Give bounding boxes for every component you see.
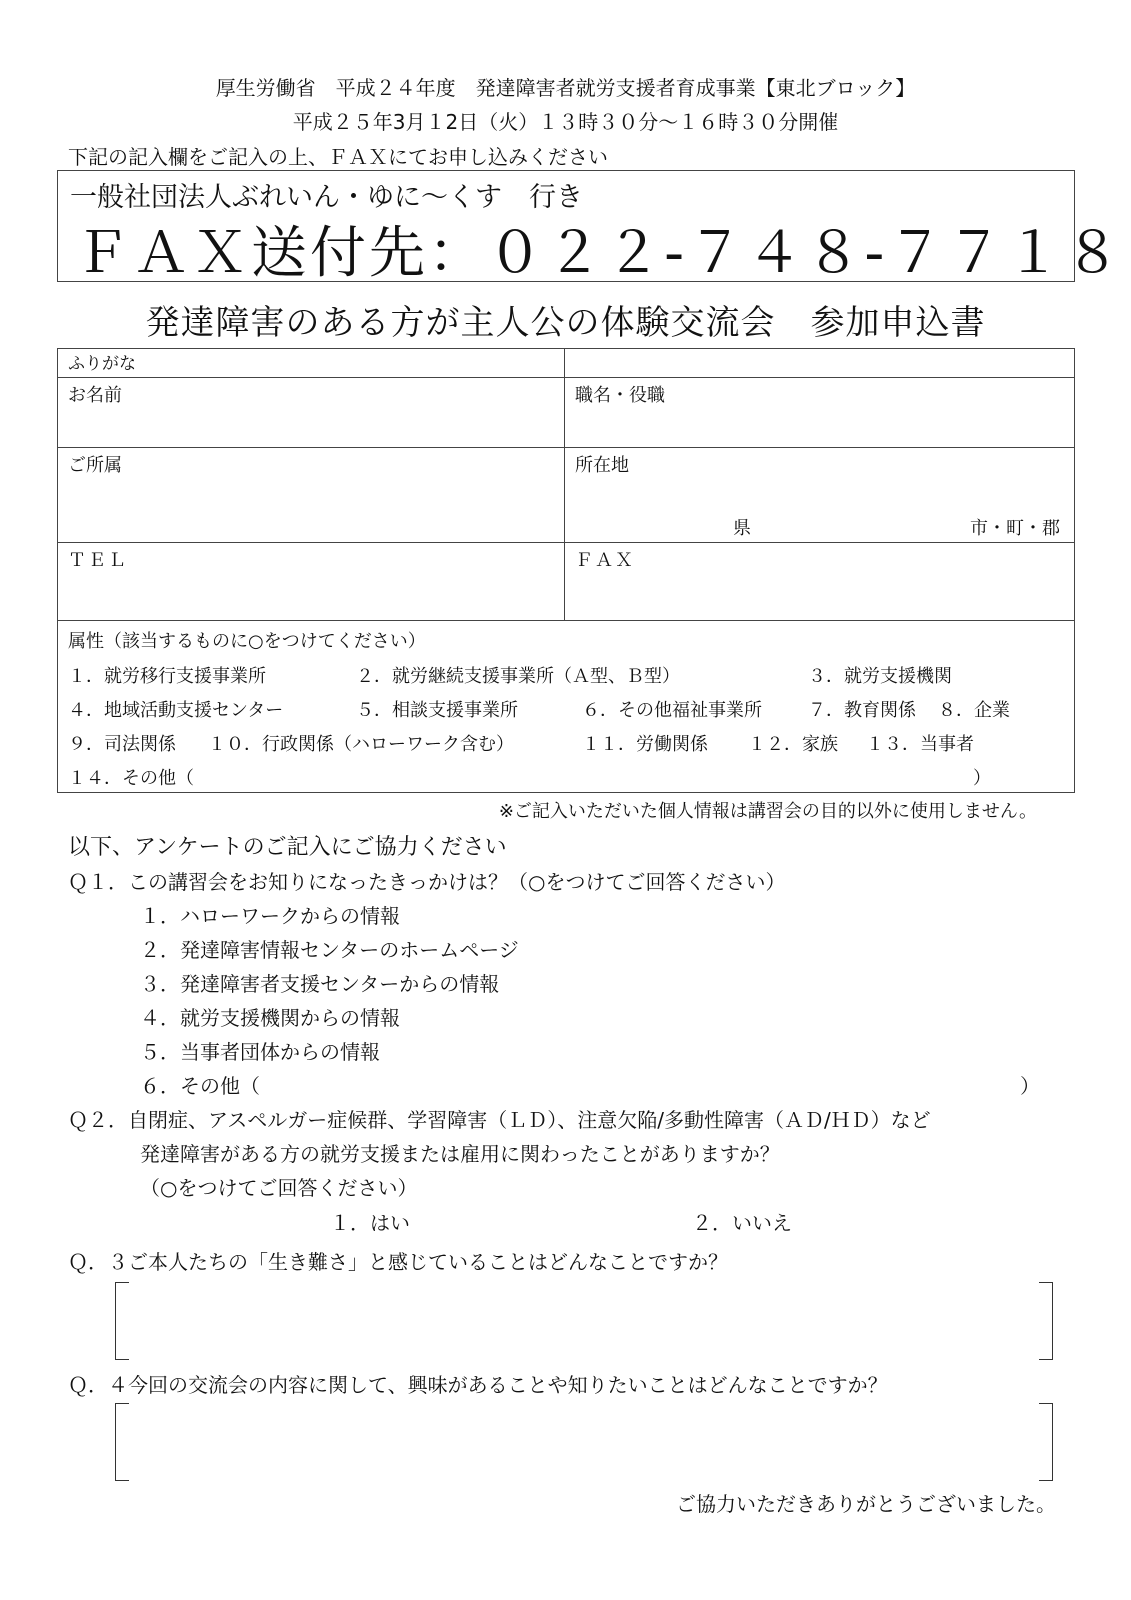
q3-answer-bracket-left [115, 1282, 129, 1360]
prefecture-label: 県 [733, 518, 751, 539]
q1-option-1[interactable]: １．ハローワークからの情報 [140, 904, 400, 928]
privacy-note: ※ご記入いただいた個人情報は講習会の目的以外に使用しません。 [498, 801, 1037, 822]
q2-option-yes[interactable]: １．はい [330, 1211, 410, 1235]
q1-option-3[interactable]: ３．発達障害者支援センターからの情報 [140, 972, 500, 996]
furigana-cell-right[interactable] [565, 349, 1075, 378]
furigana-cell[interactable] [58, 349, 565, 378]
attribute-option-14-close: ） [973, 768, 991, 789]
fax-label: ＦＡＸ [575, 550, 635, 571]
attribute-option-7[interactable]: ７．教育関係 [808, 700, 916, 721]
affiliation-label: ご所属 [68, 455, 122, 476]
q3-answer-bracket-right [1039, 1282, 1053, 1360]
tel-field[interactable] [58, 543, 565, 621]
attribute-option-8[interactable]: ８．企業 [938, 700, 1010, 721]
q1-question: Ｑ１．この講習会をお知りになったきっかけは？（○をつけてご回答ください） [68, 870, 786, 894]
instruction-text: 下記の記入欄をご記入の上、ＦＡＸにてお申し込みください [68, 145, 608, 169]
q1-option-4[interactable]: ４．就労支援機関からの情報 [140, 1006, 400, 1030]
q2-question-line2: 発達障害がある方の就労支援または雇用に関わったことがありますか？ [140, 1142, 780, 1166]
event-date-line: 平成２５年3月１2日（火）１３時３０分～１６時３０分開催 [292, 110, 839, 134]
recipient-name: 一般社団法人ぶれいん・ゆに～くす 行き [70, 182, 583, 213]
q3-answer-area[interactable] [135, 1286, 1030, 1356]
q1-option-6[interactable]: ６．その他（ [140, 1074, 260, 1098]
fax-number: ＦＡＸ送付先：０２２-７４８-７７１８ [74, 221, 1124, 286]
attribute-option-11[interactable]: １１．労働関係 [582, 734, 708, 755]
attribute-label: 属性（該当するものに○をつけてください） [68, 631, 426, 652]
attribute-option-6[interactable]: ６．その他福祉事業所 [582, 700, 762, 721]
q1-option-2[interactable]: ２．発達障害情報センターのホームページ [140, 938, 519, 962]
q2-question-line3: （○をつけてご回答ください） [140, 1176, 418, 1200]
thanks-message: ご協力いただきありがとうございました。 [676, 1492, 1056, 1516]
q2-option-no[interactable]: ２．いいえ [692, 1211, 792, 1235]
attribute-option-9[interactable]: ９．司法関係 [68, 734, 176, 755]
attribute-option-1[interactable]: １．就労移行支援事業所 [68, 666, 266, 687]
form-title: 発達障害のある方が主人公の体験交流会 参加申込書 [145, 303, 986, 343]
q2-question-line1: Ｑ２．自閉症、アスペルガー症候群、学習障害（ＬＤ）、注意欠陥/多動性障害（ＡＤ/ＨＤ）など [68, 1108, 931, 1132]
q4-answer-area[interactable] [135, 1407, 1030, 1477]
survey-intro: 以下、アンケートのご記入にご協力ください [68, 835, 507, 860]
attribute-option-4[interactable]: ４．地域活動支援センター [68, 700, 284, 721]
attribute-option-5[interactable]: ５．相談支援事業所 [356, 700, 518, 721]
q4-answer-bracket-left [115, 1403, 129, 1481]
q4-question: Ｑ．４今回の交流会の内容に関して、興味があることや知りたいことはどんなことですか？ [68, 1373, 888, 1397]
position-label: 職名・役職 [575, 385, 665, 406]
address-field[interactable] [565, 448, 1075, 543]
attribute-option-10[interactable]: １０．行政関係（ハローワーク含む） [208, 734, 514, 755]
attribute-option-2[interactable]: ２．就労継続支援事業所（Ａ型、Ｂ型） [356, 666, 680, 687]
q4-answer-bracket-right [1039, 1403, 1053, 1481]
event-organizer-line: 厚生労働省 平成２４年度 発達障害者就労支援者育成事業【東北ブロック】 [215, 76, 916, 100]
address-label: 所在地 [575, 455, 629, 476]
attribute-option-13[interactable]: １３．当事者 [866, 734, 974, 755]
affiliation-field[interactable] [58, 448, 565, 543]
position-field[interactable] [565, 378, 1075, 448]
attribute-option-14[interactable]: １４．その他（ [68, 768, 194, 789]
q1-option-6-close: ） [1020, 1074, 1040, 1098]
application-form-table [57, 348, 1075, 793]
name-label: お名前 [68, 385, 122, 406]
q3-question: Ｑ．３ご本人たちの「生き難さ」と感じていることはどんなことですか？ [68, 1250, 728, 1274]
tel-label: ＴＥＬ [68, 550, 128, 571]
q1-option-5[interactable]: ５．当事者団体からの情報 [140, 1040, 380, 1064]
fax-destination-box [57, 170, 1124, 286]
name-field[interactable] [58, 378, 565, 448]
city-label: 市・町・郡 [970, 518, 1060, 539]
furigana-label: ふりがな [68, 354, 136, 374]
attribute-option-12[interactable]: １２．家族 [748, 734, 838, 755]
attribute-option-3[interactable]: ３．就労支援機関 [808, 666, 952, 687]
fax-field[interactable] [565, 543, 1075, 621]
attribute-cell [58, 621, 1075, 793]
